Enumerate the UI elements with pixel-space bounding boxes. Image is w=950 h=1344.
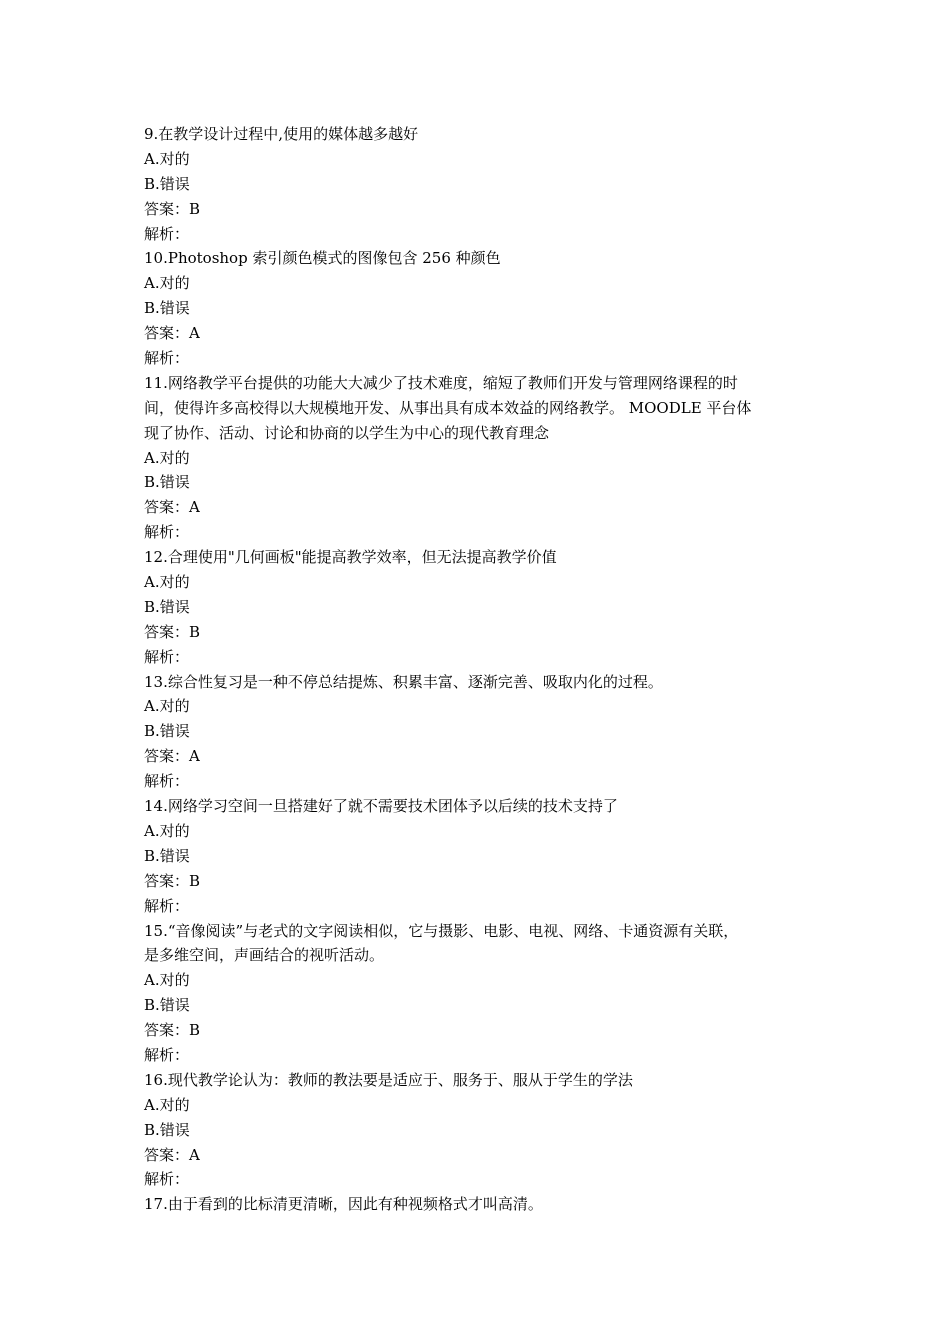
- question-text: 12.合理使用"几何画板"能提高教学效率，但无法提高教学价值: [144, 548, 557, 567]
- option-b: B.错误: [144, 473, 190, 492]
- analysis: 解析：: [144, 647, 190, 666]
- question-12: [144, 545, 824, 669]
- analysis: 解析：: [144, 896, 190, 915]
- option-a: A.对的: [144, 971, 190, 990]
- option-a: A.对的: [144, 274, 190, 293]
- question-text: 是多维空间，声画结合的视听活动。: [144, 946, 385, 965]
- option-a: A.对的: [144, 149, 190, 168]
- option-a: A.对的: [144, 1095, 190, 1114]
- option-a: A.对的: [144, 697, 190, 716]
- question-text: 现了协作、活动、讨论和协商的以学生为中心的现代教育理念: [144, 423, 550, 442]
- question-text: 11.网络教学平台提供的功能大大减少了技术难度，缩短了教师们开发与管理网络课程的时: [144, 373, 738, 392]
- option-a: A.对的: [144, 573, 190, 592]
- option-b: B.错误: [144, 597, 190, 616]
- question-text: 间，使得许多高校得以大规模地开发、从事出具有成本效益的网络教学。 MOODLE 平台体: [144, 398, 752, 417]
- option-b: B.错误: [144, 722, 190, 741]
- analysis: 解析：: [144, 224, 190, 243]
- question-text: 10.Photoshop 索引颜色模式的图像包含 256 种颜色: [144, 249, 501, 268]
- question-14: [144, 794, 824, 918]
- option-a: A.对的: [144, 448, 190, 467]
- answer: 答案：A: [144, 1145, 200, 1164]
- question-17: [144, 1192, 824, 1217]
- question-text: 17.由于看到的比标清更清晰，因此有种视频格式才叫高清。: [144, 1195, 543, 1214]
- analysis: 解析：: [144, 1045, 190, 1064]
- option-b: B.错误: [144, 174, 190, 193]
- question-list: [144, 122, 824, 1217]
- question-text: 16.现代教学论认为：教师的教法要是适应于、服务于、服从于学生的学法: [144, 1070, 633, 1089]
- question-15: [144, 919, 824, 1068]
- option-b: B.错误: [144, 996, 190, 1015]
- option-b: B.错误: [144, 299, 190, 318]
- question-16: [144, 1068, 824, 1192]
- analysis: 解析：: [144, 523, 190, 542]
- answer: 答案：A: [144, 747, 200, 766]
- option-a: A.对的: [144, 821, 190, 840]
- answer: 答案：A: [144, 324, 200, 343]
- question-text: 15.“音像阅读”与老式的文字阅读相似，它与摄影、电影、电视、网络、卡通资源有关联，: [144, 921, 739, 940]
- option-b: B.错误: [144, 846, 190, 865]
- answer: 答案：B: [144, 1021, 201, 1040]
- analysis: 解析：: [144, 349, 190, 368]
- answer: 答案：B: [144, 871, 201, 890]
- option-b: B.错误: [144, 1120, 190, 1139]
- question-text: 14.网络学习空间一旦搭建好了就不需要技术团体予以后续的技术支持了: [144, 797, 618, 816]
- question-9: [144, 122, 824, 246]
- question-11: [144, 371, 824, 545]
- question-13: [144, 670, 824, 794]
- question-10: [144, 246, 824, 370]
- answer: 答案：B: [144, 199, 201, 218]
- answer: 答案：B: [144, 622, 201, 641]
- question-text: 13.综合性复习是一种不停总结提炼、积累丰富、逐渐完善、吸取内化的过程。: [144, 672, 663, 691]
- question-text: 9.在教学设计过程中,使用的媒体越多越好: [144, 125, 419, 143]
- answer: 答案：A: [144, 498, 200, 517]
- analysis: 解析：: [144, 772, 190, 791]
- analysis: 解析：: [144, 1170, 190, 1189]
